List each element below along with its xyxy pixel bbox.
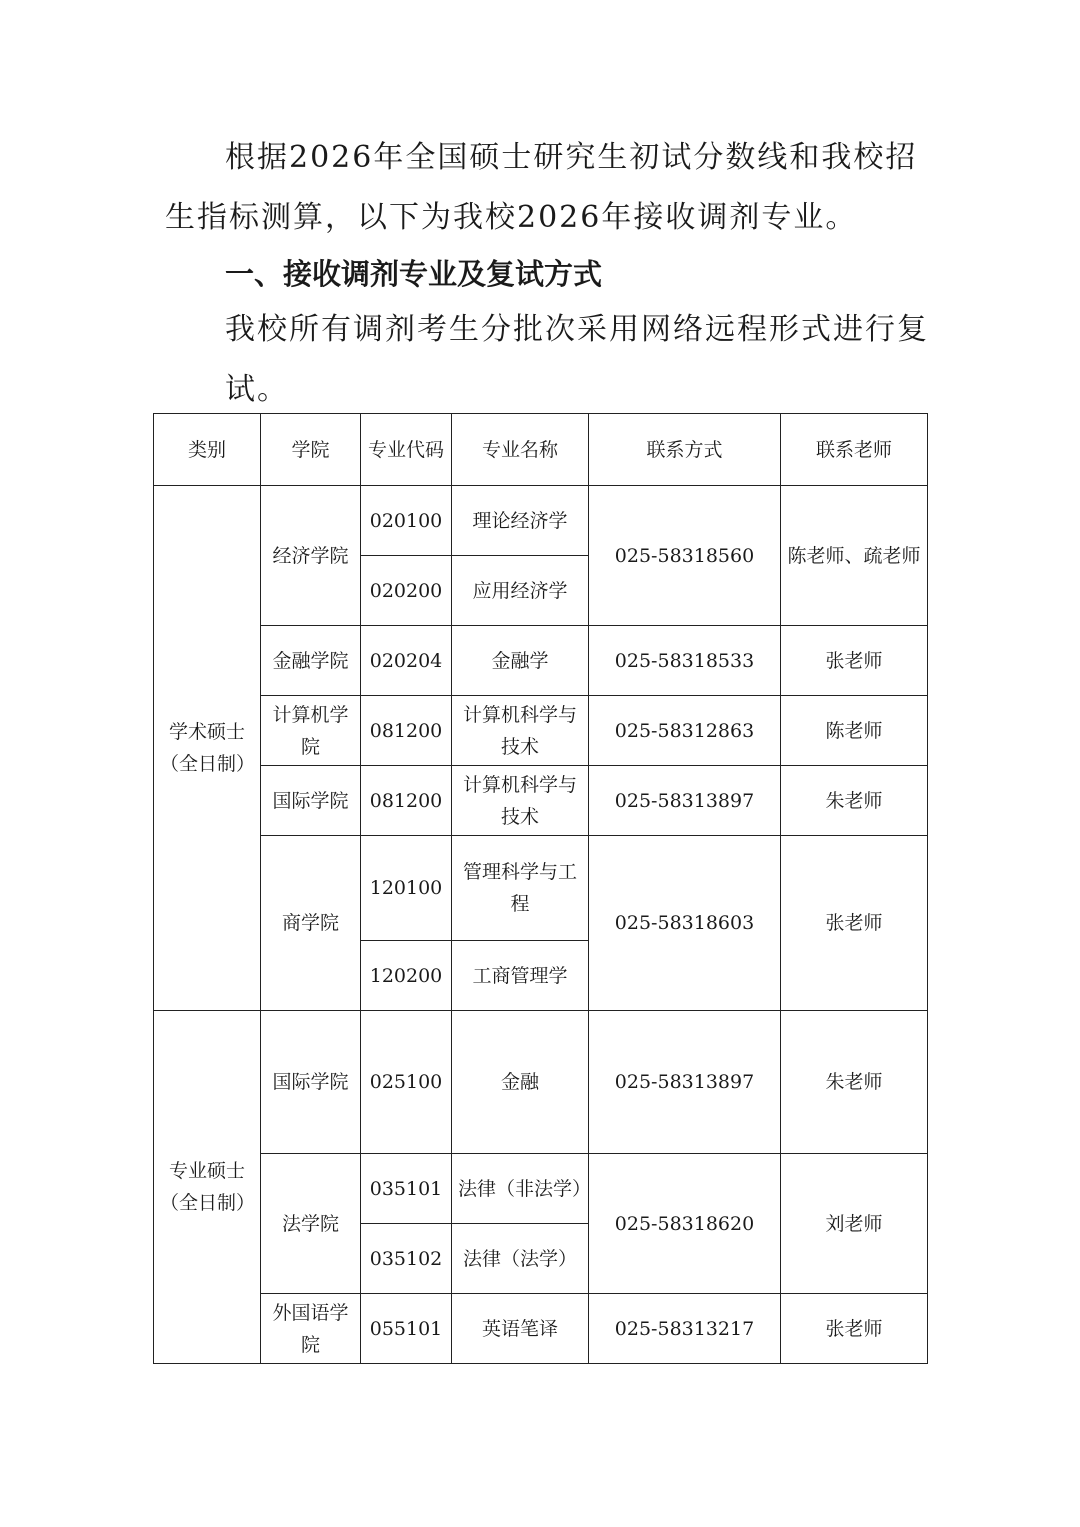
header-contact: 联系方式 [589, 414, 781, 486]
contact-cell: 025-58313897 [589, 766, 781, 836]
major-cell: 应用经济学 [452, 556, 589, 626]
teacher-cell: 陈老师 [781, 696, 928, 766]
code-cell: 120100 [361, 836, 452, 941]
table-row [154, 766, 928, 836]
teacher-cell: 张老师 [781, 836, 928, 1011]
table-row [154, 696, 928, 766]
college-cell: 外国语学院 [261, 1294, 361, 1364]
intro-paragraph: 根据2026年全国硕士研究生初试分数线和我校招生指标测算，以下为我校2026年接收调剂专业。 [165, 140, 918, 235]
major-cell: 计算机科学与技术 [452, 696, 589, 766]
contact-cell: 025-58318603 [589, 836, 781, 1011]
major-cell: 计算机科学与技术 [452, 766, 589, 836]
table-row [154, 1011, 928, 1154]
header-code: 专业代码 [361, 414, 452, 486]
teacher-cell: 张老师 [781, 1294, 928, 1364]
major-cell: 法律（非法学） [452, 1154, 589, 1224]
majors-table [153, 413, 928, 1364]
category-cell: 学术硕士（全日制） [154, 486, 261, 1011]
teacher-cell: 刘老师 [781, 1154, 928, 1294]
table-row [154, 626, 928, 696]
header-category: 类别 [154, 414, 261, 486]
college-cell: 法学院 [261, 1154, 361, 1294]
retest-paragraph: 我校所有调剂考生分批次采用网络远程形式进行复试。 [225, 312, 929, 407]
section-heading: 一、接收调剂专业及复试方式 [225, 257, 603, 291]
header-major: 专业名称 [452, 414, 589, 486]
college-cell: 商学院 [261, 836, 361, 1011]
major-cell: 金融 [452, 1011, 589, 1154]
table-row [154, 1154, 928, 1224]
table-row [154, 486, 928, 556]
major-cell: 理论经济学 [452, 486, 589, 556]
code-cell: 055101 [361, 1294, 452, 1364]
contact-cell: 025-58318620 [589, 1154, 781, 1294]
college-cell: 计算机学院 [261, 696, 361, 766]
major-cell: 管理科学与工程 [452, 836, 589, 941]
major-cell: 法律（法学） [452, 1224, 589, 1294]
code-cell: 035102 [361, 1224, 452, 1294]
code-cell: 020100 [361, 486, 452, 556]
code-cell: 120200 [361, 941, 452, 1011]
teacher-cell: 朱老师 [781, 766, 928, 836]
code-cell: 081200 [361, 696, 452, 766]
table-row [154, 1294, 928, 1364]
contact-cell: 025-58313217 [589, 1294, 781, 1364]
teacher-cell: 张老师 [781, 626, 928, 696]
major-cell: 金融学 [452, 626, 589, 696]
college-cell: 经济学院 [261, 486, 361, 626]
major-cell: 工商管理学 [452, 941, 589, 1011]
college-cell: 金融学院 [261, 626, 361, 696]
teacher-cell: 朱老师 [781, 1011, 928, 1154]
category-cell: 专业硕士（全日制） [154, 1011, 261, 1364]
code-cell: 025100 [361, 1011, 452, 1154]
college-cell: 国际学院 [261, 1011, 361, 1154]
contact-cell: 025-58318533 [589, 626, 781, 696]
contact-cell: 025-58313897 [589, 1011, 781, 1154]
code-cell: 020200 [361, 556, 452, 626]
code-cell: 035101 [361, 1154, 452, 1224]
contact-cell: 025-58318560 [589, 486, 781, 626]
code-cell: 020204 [361, 626, 452, 696]
header-college: 学院 [261, 414, 361, 486]
teacher-cell: 陈老师、疏老师 [781, 486, 928, 626]
table-header-row [154, 414, 928, 486]
code-cell: 081200 [361, 766, 452, 836]
table-row [154, 836, 928, 941]
contact-cell: 025-58312863 [589, 696, 781, 766]
college-cell: 国际学院 [261, 766, 361, 836]
header-teacher: 联系老师 [781, 414, 928, 486]
major-cell: 英语笔译 [452, 1294, 589, 1364]
